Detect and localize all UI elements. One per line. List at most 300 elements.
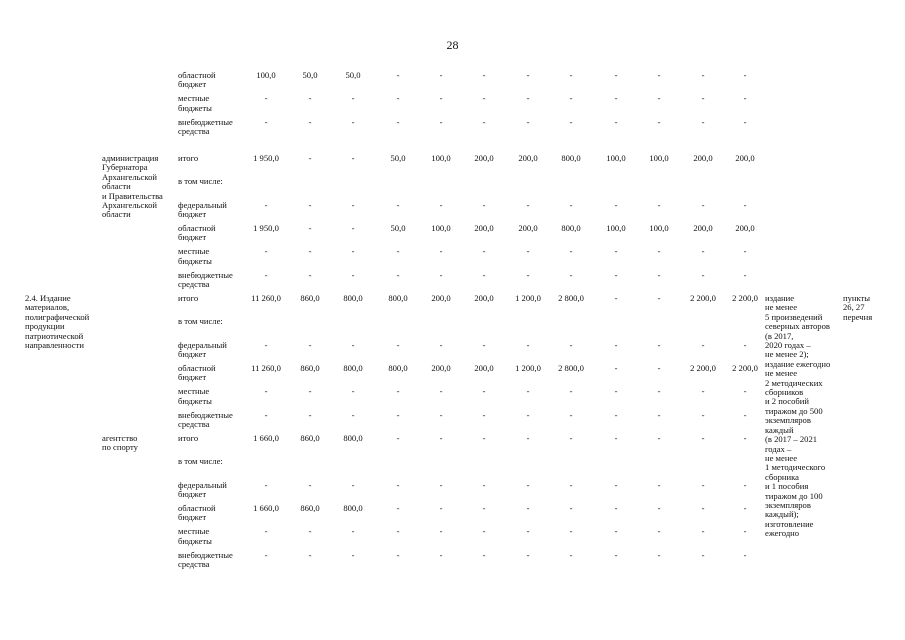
value-cell: - bbox=[351, 386, 355, 397]
value-cell: - bbox=[569, 479, 573, 490]
value-cell: - bbox=[396, 116, 400, 127]
source-label-line: итого bbox=[178, 433, 199, 443]
value-cell: - bbox=[614, 70, 618, 80]
value-cell: - bbox=[743, 199, 747, 210]
value-cell: - bbox=[569, 526, 573, 537]
value-cell: 800,0 bbox=[343, 293, 363, 303]
value-cell: - bbox=[526, 269, 530, 280]
result-line: издание ежегодно bbox=[765, 358, 831, 369]
value-cell: - bbox=[526, 246, 530, 257]
value-cell: - bbox=[396, 93, 400, 104]
value-cell: - bbox=[657, 199, 661, 210]
value-cell: - bbox=[743, 479, 747, 490]
result-line: не менее bbox=[765, 452, 798, 463]
value-cell: - bbox=[569, 93, 573, 104]
value-cell: - bbox=[526, 479, 530, 490]
source-label bbox=[178, 434, 248, 443]
value-cell: 200,0 bbox=[518, 222, 538, 233]
value-cell: 2 200,0 bbox=[690, 362, 716, 373]
value-cell: - bbox=[482, 479, 486, 490]
value-cell: - bbox=[569, 246, 573, 257]
value-cell: - bbox=[482, 549, 486, 560]
table-row bbox=[0, 94, 905, 118]
value-cell: 100,0 bbox=[431, 222, 451, 233]
measure-title-line: направленности bbox=[25, 340, 84, 351]
value-cell: - bbox=[396, 526, 400, 537]
value-cell: - bbox=[396, 269, 400, 280]
performer-line: и Правительства bbox=[102, 190, 163, 201]
value-cell: - bbox=[439, 409, 443, 420]
value-cell: - bbox=[482, 409, 486, 420]
value-cell: - bbox=[482, 502, 486, 513]
value-cell: 200,0 bbox=[431, 362, 451, 373]
value-cell: 200,0 bbox=[693, 153, 713, 163]
result-line: и 2 пособий bbox=[765, 396, 809, 407]
result-line: сборников bbox=[765, 387, 804, 398]
source-label-line: итого bbox=[178, 153, 199, 163]
value-cell: - bbox=[569, 116, 573, 127]
result-line: северных авторов bbox=[765, 321, 830, 332]
result-line: 1 методического bbox=[765, 462, 826, 473]
value-cell: - bbox=[569, 70, 573, 80]
value-cell: 2 800,0 bbox=[558, 293, 584, 303]
value-cell: - bbox=[701, 502, 705, 513]
value-cell: - bbox=[743, 433, 747, 443]
value-cell: - bbox=[657, 526, 661, 537]
value-cell: - bbox=[351, 339, 355, 350]
result-line: (в 2017 – 2021 bbox=[765, 434, 818, 445]
source-label bbox=[178, 387, 248, 406]
value-cell: - bbox=[396, 409, 400, 420]
source-label bbox=[178, 71, 248, 90]
source-label-line: бюджеты bbox=[178, 255, 212, 266]
value-cell: - bbox=[526, 502, 530, 513]
value-cell: - bbox=[701, 116, 705, 127]
value-cell: - bbox=[308, 269, 312, 280]
value-cell: - bbox=[743, 246, 747, 257]
table-row bbox=[0, 224, 905, 248]
value-cell: - bbox=[614, 479, 618, 490]
source-label-line: итого bbox=[178, 293, 199, 303]
value-cell: - bbox=[526, 526, 530, 537]
value-cell: 100,0 bbox=[649, 222, 669, 233]
value-cell: 200,0 bbox=[431, 293, 451, 303]
source-label-line: в том числе: bbox=[178, 176, 223, 187]
measure-title-line: патриотической bbox=[25, 330, 84, 341]
value-cell: - bbox=[657, 93, 661, 104]
value-cell: 1 200,0 bbox=[515, 362, 541, 373]
value-cell: - bbox=[526, 93, 530, 104]
value-cell: - bbox=[701, 386, 705, 397]
value-cell: 1 200,0 bbox=[515, 293, 541, 303]
source-label bbox=[178, 271, 248, 290]
value-cell: - bbox=[308, 386, 312, 397]
result-line: тиражом до 100 bbox=[765, 490, 823, 501]
value-cell: 200,0 bbox=[693, 222, 713, 233]
source-label bbox=[178, 94, 248, 113]
value-cell: - bbox=[614, 386, 618, 397]
value-cell: 200,0 bbox=[474, 153, 494, 163]
source-label-line: бюджет bbox=[178, 209, 207, 220]
value-cell: - bbox=[396, 70, 400, 80]
value-cell: - bbox=[439, 479, 443, 490]
value-cell: - bbox=[264, 549, 268, 560]
source-label bbox=[178, 411, 248, 430]
value-cell: - bbox=[569, 269, 573, 280]
source-label-line: областной bbox=[178, 362, 216, 373]
value-cell: 200,0 bbox=[735, 153, 755, 163]
source-label-line: федеральный bbox=[178, 339, 227, 350]
reference-line: перечня bbox=[843, 311, 873, 322]
value-cell: - bbox=[569, 386, 573, 397]
value-cell: 11 260,0 bbox=[251, 293, 281, 303]
value-cell: - bbox=[439, 526, 443, 537]
value-cell: - bbox=[264, 93, 268, 104]
value-cell: - bbox=[657, 502, 661, 513]
value-cell: - bbox=[396, 199, 400, 210]
value-cell: - bbox=[743, 116, 747, 127]
value-cell: 50,0 bbox=[390, 153, 406, 163]
value-cell: - bbox=[439, 93, 443, 104]
value-cell: - bbox=[743, 386, 747, 397]
table-row bbox=[0, 177, 905, 201]
result-line: не менее bbox=[765, 368, 798, 379]
performer-line: Губернатора bbox=[102, 162, 148, 173]
value-cell: - bbox=[351, 199, 355, 210]
value-cell: - bbox=[264, 269, 268, 280]
value-cell: - bbox=[657, 479, 661, 490]
value-cell: 50,0 bbox=[302, 70, 318, 80]
value-cell: 1 950,0 bbox=[253, 153, 279, 163]
value-cell: 50,0 bbox=[390, 222, 406, 233]
value-cell: - bbox=[308, 93, 312, 104]
value-cell: - bbox=[308, 116, 312, 127]
value-cell: - bbox=[743, 526, 747, 537]
source-label bbox=[178, 118, 248, 137]
value-cell: - bbox=[439, 549, 443, 560]
reference-line: 26, 27 bbox=[843, 302, 865, 313]
source-label-line: в том числе: bbox=[178, 456, 223, 467]
value-cell: - bbox=[657, 362, 661, 373]
value-cell: - bbox=[569, 549, 573, 560]
table-row bbox=[0, 154, 905, 178]
source-label bbox=[178, 504, 248, 523]
measure-title-line: продукции bbox=[25, 321, 65, 332]
value-cell: - bbox=[482, 339, 486, 350]
value-cell: 200,0 bbox=[735, 222, 755, 233]
value-cell: - bbox=[308, 549, 312, 560]
value-cell: - bbox=[657, 339, 661, 350]
value-cell: - bbox=[526, 116, 530, 127]
value-cell: - bbox=[743, 339, 747, 350]
source-label-line: бюджет bbox=[178, 349, 207, 360]
value-cell: 200,0 bbox=[474, 222, 494, 233]
value-cell: - bbox=[439, 386, 443, 397]
value-cell: - bbox=[264, 339, 268, 350]
value-cell: 860,0 bbox=[300, 502, 320, 513]
value-cell: 100,0 bbox=[256, 70, 276, 80]
value-cell: - bbox=[701, 246, 705, 257]
value-cell: - bbox=[351, 409, 355, 420]
source-label-line: областной bbox=[178, 502, 216, 513]
value-cell: - bbox=[657, 116, 661, 127]
value-cell: - bbox=[743, 93, 747, 104]
source-label-line: федеральный bbox=[178, 479, 227, 490]
performer-line: агентство bbox=[102, 433, 138, 443]
value-cell: - bbox=[614, 433, 618, 443]
value-cell: - bbox=[439, 199, 443, 210]
performer-line: Архангельской bbox=[102, 171, 157, 182]
value-cell: - bbox=[308, 526, 312, 537]
performer-line: по спорту bbox=[102, 442, 138, 453]
value-cell: - bbox=[439, 116, 443, 127]
result-line: экземпляров bbox=[765, 415, 811, 426]
source-label bbox=[178, 341, 248, 360]
page-number: 28 bbox=[446, 38, 459, 52]
source-label bbox=[178, 457, 248, 466]
value-cell: - bbox=[351, 269, 355, 280]
value-cell: - bbox=[482, 116, 486, 127]
value-cell: - bbox=[526, 386, 530, 397]
value-cell: 100,0 bbox=[649, 153, 669, 163]
value-cell: - bbox=[439, 502, 443, 513]
value-cell: - bbox=[482, 526, 486, 537]
value-cell: 100,0 bbox=[431, 153, 451, 163]
table-row bbox=[0, 201, 905, 225]
value-cell: - bbox=[308, 479, 312, 490]
value-cell: - bbox=[743, 502, 747, 513]
value-cell: - bbox=[701, 409, 705, 420]
value-cell: - bbox=[614, 199, 618, 210]
value-cell: - bbox=[351, 479, 355, 490]
value-cell: - bbox=[657, 246, 661, 257]
value-cell: 800,0 bbox=[561, 153, 581, 163]
value-cell: - bbox=[396, 246, 400, 257]
value-cell: 1 660,0 bbox=[253, 502, 279, 513]
value-cell: - bbox=[482, 433, 486, 443]
value-cell: - bbox=[482, 93, 486, 104]
value-cell: 800,0 bbox=[343, 502, 363, 513]
source-label-line: средства bbox=[178, 419, 210, 430]
reference-note bbox=[843, 294, 903, 322]
source-label-line: областной bbox=[178, 70, 216, 80]
value-cell: - bbox=[614, 269, 618, 280]
value-cell: - bbox=[264, 246, 268, 257]
value-cell: - bbox=[351, 549, 355, 560]
value-cell: 1 660,0 bbox=[253, 433, 279, 443]
value-cell: - bbox=[614, 362, 618, 373]
source-label-line: внебюджетные bbox=[178, 409, 233, 420]
source-label-line: средства bbox=[178, 279, 210, 290]
value-cell: - bbox=[308, 153, 312, 163]
source-label bbox=[178, 247, 248, 266]
value-cell: 800,0 bbox=[343, 433, 363, 443]
value-cell: - bbox=[439, 246, 443, 257]
value-cell: - bbox=[657, 386, 661, 397]
source-label bbox=[178, 317, 248, 326]
value-cell: - bbox=[614, 246, 618, 257]
result-line: каждый bbox=[765, 424, 794, 435]
value-cell: 800,0 bbox=[561, 222, 581, 233]
source-label-line: бюджеты bbox=[178, 535, 212, 546]
source-label-line: местные bbox=[178, 386, 210, 397]
value-cell: - bbox=[264, 526, 268, 537]
value-cell: - bbox=[526, 409, 530, 420]
result-line: не менее 2); bbox=[765, 349, 809, 360]
value-cell: - bbox=[396, 502, 400, 513]
performer-line: области bbox=[102, 209, 131, 220]
result-line: тиражом до 500 bbox=[765, 405, 823, 416]
value-cell: - bbox=[569, 199, 573, 210]
source-label-line: бюджет bbox=[178, 489, 207, 500]
source-label-line: местные bbox=[178, 93, 210, 104]
value-cell: - bbox=[526, 70, 530, 80]
value-cell: - bbox=[614, 526, 618, 537]
value-cell: 860,0 bbox=[300, 362, 320, 373]
value-cell: 2 200,0 bbox=[732, 362, 758, 373]
result-line: издание bbox=[765, 293, 795, 303]
source-label-line: внебюджетные bbox=[178, 549, 233, 560]
source-label-line: областной bbox=[178, 222, 216, 233]
source-label-line: средства bbox=[178, 559, 210, 570]
source-label-line: бюджет bbox=[178, 79, 207, 90]
value-cell: 50,0 bbox=[345, 70, 361, 80]
value-cell: - bbox=[701, 526, 705, 537]
source-label-line: местные bbox=[178, 526, 210, 537]
source-label bbox=[178, 551, 248, 570]
value-cell: - bbox=[701, 479, 705, 490]
value-cell: - bbox=[569, 433, 573, 443]
value-cell: 860,0 bbox=[300, 433, 320, 443]
result-line: не менее bbox=[765, 302, 798, 313]
result-line: 2 методических bbox=[765, 377, 823, 388]
value-cell: - bbox=[614, 116, 618, 127]
source-label bbox=[178, 294, 248, 303]
value-cell: - bbox=[308, 409, 312, 420]
value-cell: - bbox=[264, 199, 268, 210]
value-cell: - bbox=[701, 199, 705, 210]
value-cell: - bbox=[657, 70, 661, 80]
source-label-line: бюджет bbox=[178, 372, 207, 383]
table-row bbox=[0, 551, 905, 575]
value-cell: - bbox=[439, 70, 443, 80]
value-cell: 200,0 bbox=[474, 362, 494, 373]
result-line: годах – bbox=[765, 443, 792, 454]
value-cell: 2 200,0 bbox=[732, 293, 758, 303]
value-cell: - bbox=[526, 199, 530, 210]
value-cell: - bbox=[614, 549, 618, 560]
source-label-line: бюджеты bbox=[178, 395, 212, 406]
value-cell: - bbox=[264, 409, 268, 420]
value-cell: - bbox=[614, 409, 618, 420]
value-cell: 200,0 bbox=[518, 153, 538, 163]
measure-title-line: полиграфической bbox=[25, 311, 90, 322]
source-label-line: бюджет bbox=[178, 232, 207, 243]
result-line: экземпляров bbox=[765, 499, 811, 510]
value-cell: - bbox=[351, 116, 355, 127]
value-cell: - bbox=[482, 269, 486, 280]
value-cell: - bbox=[657, 409, 661, 420]
result-line: каждый); bbox=[765, 509, 799, 520]
table-row bbox=[0, 71, 905, 95]
source-label-line: местные bbox=[178, 246, 210, 257]
value-cell: - bbox=[701, 339, 705, 350]
source-label bbox=[178, 177, 248, 186]
value-cell: - bbox=[482, 70, 486, 80]
result-line: изготовление bbox=[765, 518, 814, 529]
value-cell: - bbox=[308, 339, 312, 350]
source-label-line: внебюджетные bbox=[178, 116, 233, 127]
value-cell: - bbox=[439, 339, 443, 350]
value-cell: - bbox=[743, 409, 747, 420]
value-cell: - bbox=[701, 269, 705, 280]
performer-line: администрация bbox=[102, 153, 159, 163]
source-label-line: в том числе: bbox=[178, 316, 223, 327]
value-cell: - bbox=[264, 386, 268, 397]
reference-line: пункты bbox=[843, 293, 871, 303]
performer-line: области bbox=[102, 181, 131, 192]
value-cell: - bbox=[439, 269, 443, 280]
source-label bbox=[178, 201, 248, 220]
value-cell: 860,0 bbox=[300, 293, 320, 303]
source-label-line: бюджеты bbox=[178, 102, 212, 113]
result-line: (в 2017, bbox=[765, 330, 794, 341]
expected-result bbox=[765, 294, 843, 539]
value-cell: - bbox=[614, 339, 618, 350]
source-label bbox=[178, 224, 248, 243]
value-cell: 200,0 bbox=[474, 293, 494, 303]
value-cell: - bbox=[569, 339, 573, 350]
source-label bbox=[178, 481, 248, 500]
source-label-line: средства bbox=[178, 126, 210, 137]
value-cell: - bbox=[526, 433, 530, 443]
source-label-line: бюджет bbox=[178, 512, 207, 523]
value-cell: - bbox=[526, 339, 530, 350]
value-cell: - bbox=[614, 502, 618, 513]
value-cell: 800,0 bbox=[388, 362, 408, 373]
value-cell: 100,0 bbox=[606, 153, 626, 163]
value-cell: - bbox=[657, 293, 661, 303]
value-cell: 11 260,0 bbox=[251, 362, 281, 373]
value-cell: - bbox=[657, 269, 661, 280]
value-cell: - bbox=[351, 526, 355, 537]
value-cell: - bbox=[351, 246, 355, 257]
table-row bbox=[0, 118, 905, 142]
value-cell: 2 200,0 bbox=[690, 293, 716, 303]
result-line: ежегодно bbox=[765, 528, 800, 539]
measure-title-line: материалов, bbox=[25, 302, 70, 313]
value-cell: - bbox=[701, 93, 705, 104]
value-cell: - bbox=[482, 246, 486, 257]
value-cell: - bbox=[396, 433, 400, 443]
value-cell: - bbox=[569, 409, 573, 420]
value-cell: - bbox=[351, 222, 355, 233]
value-cell: - bbox=[351, 93, 355, 104]
value-cell: - bbox=[614, 293, 618, 303]
value-cell: - bbox=[264, 116, 268, 127]
result-line: сборника bbox=[765, 471, 799, 482]
measure-title-line: 2.4. Издание bbox=[25, 293, 71, 303]
value-cell: - bbox=[396, 339, 400, 350]
value-cell: - bbox=[482, 199, 486, 210]
value-cell: - bbox=[743, 269, 747, 280]
result-line: 5 произведений bbox=[765, 311, 823, 322]
value-cell: - bbox=[569, 502, 573, 513]
value-cell: - bbox=[482, 386, 486, 397]
value-cell: - bbox=[701, 549, 705, 560]
value-cell: 100,0 bbox=[606, 222, 626, 233]
value-cell: - bbox=[614, 93, 618, 104]
